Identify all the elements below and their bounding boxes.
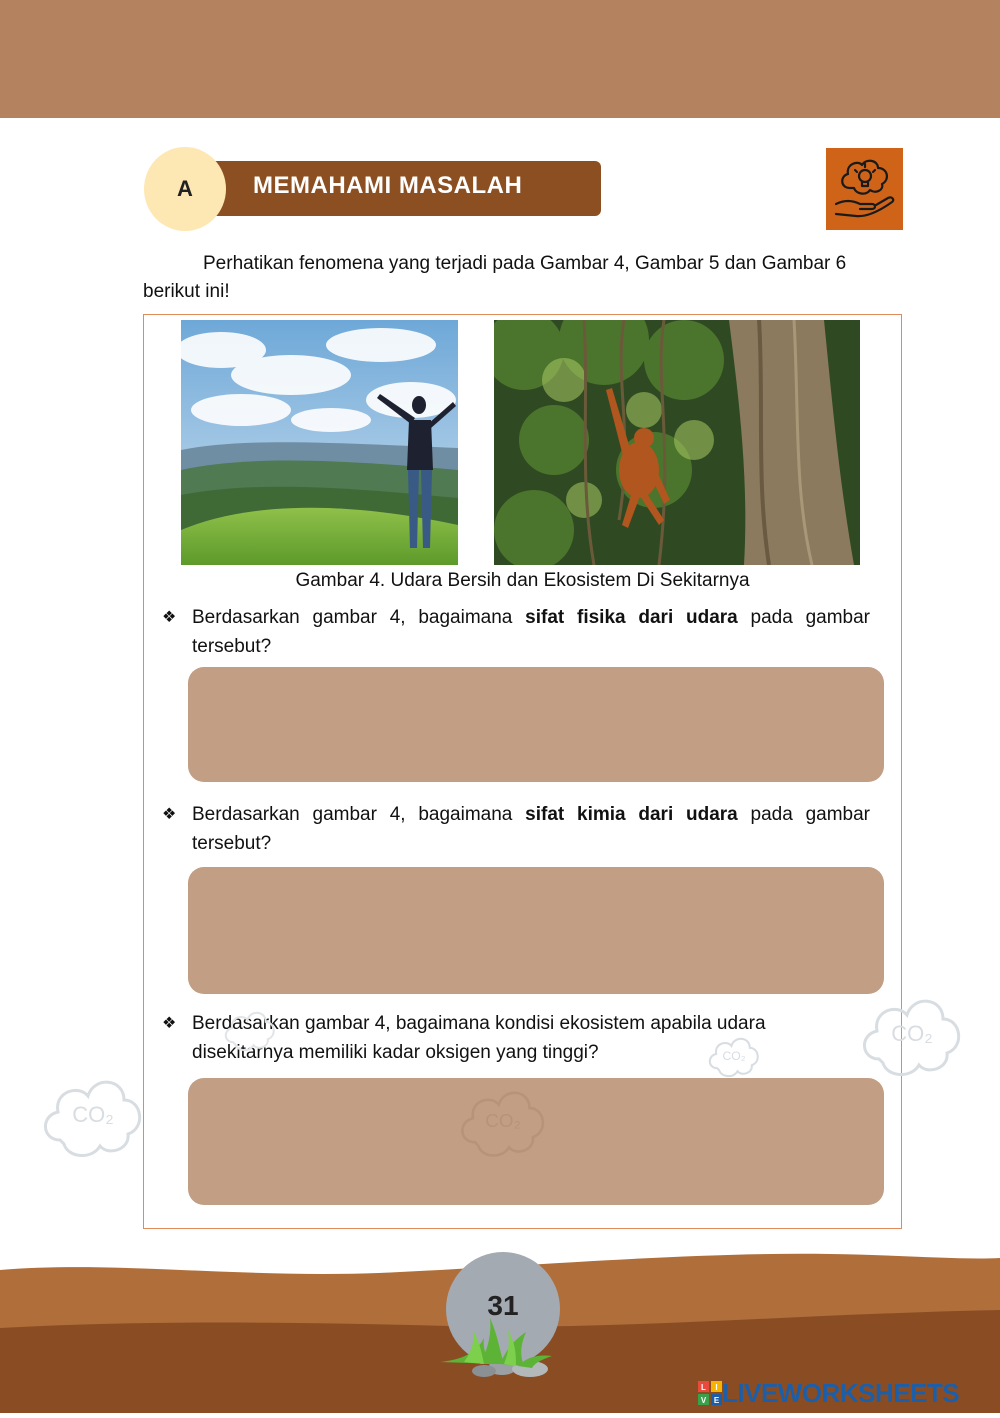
grass-tuft-icon (440, 1314, 566, 1378)
answer-box-1[interactable] (188, 667, 884, 782)
page-number-badge (446, 1252, 560, 1366)
co2-cloud-icon (706, 1030, 762, 1085)
svg-text:V: V (700, 1396, 707, 1405)
question-2-emphasis: sifat kimia dari udara (525, 804, 738, 825)
brand-name: LIVEWORKSHEETS (722, 1377, 960, 1408)
bullet-icon: ❖ (162, 806, 177, 823)
section-title: MEMAHAMI MASALAH (253, 172, 523, 199)
photo-orangutan-forest (494, 320, 860, 565)
figure-caption: Gambar 4. Udara Bersih dan Ekosistem Di Sekitarnya (295, 570, 750, 591)
co2-cloud-icon (38, 1066, 148, 1167)
section-letter-badge (144, 147, 226, 231)
co2-cloud-label: CO₂ (722, 1049, 746, 1064)
co2-cloud-label: CO₂ (891, 1021, 933, 1046)
answer-box-2[interactable] (188, 867, 884, 994)
question-2-text-end: pada gambar tersebut? (192, 804, 871, 854)
question-1-emphasis: sifat fisika dari udara (525, 607, 738, 628)
co2-cloud-label: CO₂ (485, 1109, 521, 1131)
bullet-icon: ❖ (162, 1015, 177, 1032)
brain-lightbulb-hand-icon (826, 148, 903, 230)
question-1-text: Berdasarkan gambar 4, bagaimana (192, 607, 526, 628)
question-1-text-end: pada gambar tersebut? (192, 607, 871, 657)
bullet-icon: ❖ (162, 609, 177, 626)
question-1 (162, 603, 870, 661)
question-2 (162, 800, 870, 858)
photo-person-on-hill (181, 320, 458, 565)
top-banner (0, 0, 1000, 118)
section-letter: A (177, 176, 193, 201)
question-3-text: Berdasarkan gambar 4, bagaimana kondisi ekosistem apabila udara disekitarnya memiliki kadar oksigen yang tinggi? (192, 1013, 766, 1063)
co2-cloud-label: CO₂ (72, 1102, 114, 1127)
svg-text:L: L (701, 1383, 706, 1392)
co2-cloud-icon (856, 985, 968, 1086)
co2-cloud-icon (456, 1078, 550, 1167)
co2-cloud-icon (222, 1004, 278, 1059)
liveworksheets-logo (698, 1378, 959, 1408)
liveworksheets-badge-icon (698, 1381, 722, 1405)
intro-text: Perhatikan fenomena yang terjadi pada Gambar 4, Gambar 5 dan Gambar 6 berikut ini! (143, 253, 847, 302)
svg-text:E: E (713, 1396, 720, 1405)
page-number: 31 (487, 1290, 519, 1321)
question-2-text: Berdasarkan gambar 4, bagaimana (192, 804, 526, 825)
svg-text:I: I (715, 1383, 718, 1392)
